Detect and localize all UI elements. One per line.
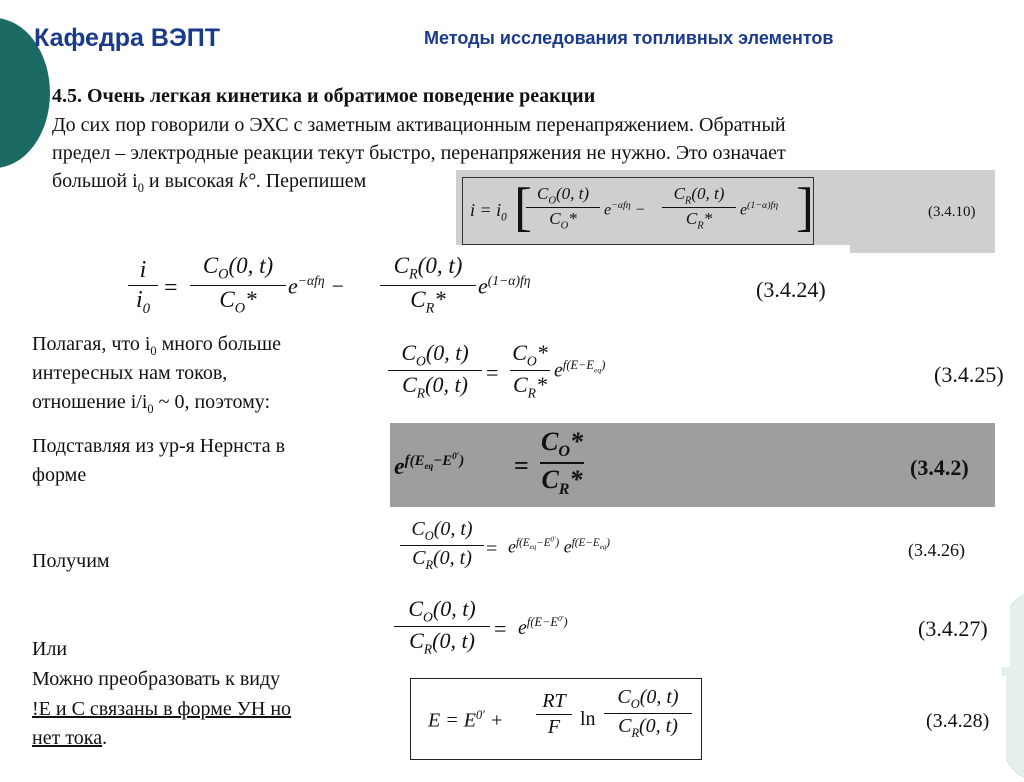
text-line: нет тока. [32, 727, 108, 749]
intro-line-3: большой $i_0$ и высокая k°. Перепишем [52, 170, 367, 195]
intro-line-2: предел – электродные реакции текут быстро, перенапряжения не нужно. Это означает [52, 142, 786, 164]
equation-number: (3.4.2) [910, 455, 969, 480]
course-title: Методы исследования топливных элементов [424, 28, 834, 48]
text-line: Получим [32, 550, 110, 572]
equation-number: (3.4.24) [756, 277, 826, 302]
equation-3-4-26: $C_O(0$, t) $C_R(0$, t) = $e^{f(E_{eq}-E^{0'})}$ $e^{f(E-E_{eq})}$ (3.4.26) [390, 510, 995, 585]
text-line: отношение $i/i_0$ ~ 0, поэтому: [32, 391, 271, 416]
equation-3-4-28: $E = E^{0'}$ + RT F ln $C_O(0$, t) $C_R(0$, t) (3.4.28) [406, 676, 1006, 764]
equation-3-4-2: $e^{f(E_{eq}-E^{0'})}$ = $C_O*$ $C_R*$ (3.4.2) [390, 423, 995, 507]
text-line: Или [32, 638, 68, 660]
text-line: интересных нам токов, [32, 362, 228, 384]
section-heading: 4.5. Очень легкая кинетика и обратимое поведение реакции [52, 85, 596, 107]
equation-number: (3.4.27) [918, 616, 988, 641]
department-title: Кафедра ВЭПТ [34, 24, 220, 52]
text-line: Полагая, что $i_0$ много больше [32, 333, 281, 358]
equation-number: (3.4.26) [908, 540, 965, 560]
text-line: форме [32, 464, 87, 486]
text-line: Можно преобразовать к виду [32, 668, 281, 690]
equation-number: (3.4.10) [928, 204, 976, 220]
text-line-underlined: !Е и С связаны в форме УН но [32, 698, 292, 720]
text-line: Подставляя из ур-я Нернста в [32, 435, 286, 457]
equation-3-4-24: i $i_0$ = $C_O(0$, t) $C_O*$ $e^{-\alpha f\eta}$ − $C_R(0$, t) $C_R*$ $e^{(1-\alpha)f\eta}$ (3.4.24) [120, 245, 850, 330]
intro-line-1: До сих пор говорили о ЭХС с заметным активационным перенапряжением. Обратный [52, 114, 786, 136]
equation-3-4-25: $C_O(0$, t) $C_R(0$, t) = $C_O*$ $C_R*$ $e^{f(E-E_{eq})}$ (3.4.25) [386, 334, 1024, 420]
equation-3-4-27: $C_O(0$, t) $C_R(0$, t) = $e^{f(E-E^{0'})}$ (3.4.27) [390, 592, 1010, 667]
equation-number: (3.4.25) [934, 362, 1004, 387]
equation-number: (3.4.28) [926, 710, 990, 732]
equation-3-4-10: $i = i_0$ [ $C_O(0$, t) $C_O*$ $e^{-\alpha f\eta}$ − $C_R(0$, t) $C_R*$ $e^{(1-\alpha)f\eta}$ ] (3.4.10) [456, 170, 995, 253]
